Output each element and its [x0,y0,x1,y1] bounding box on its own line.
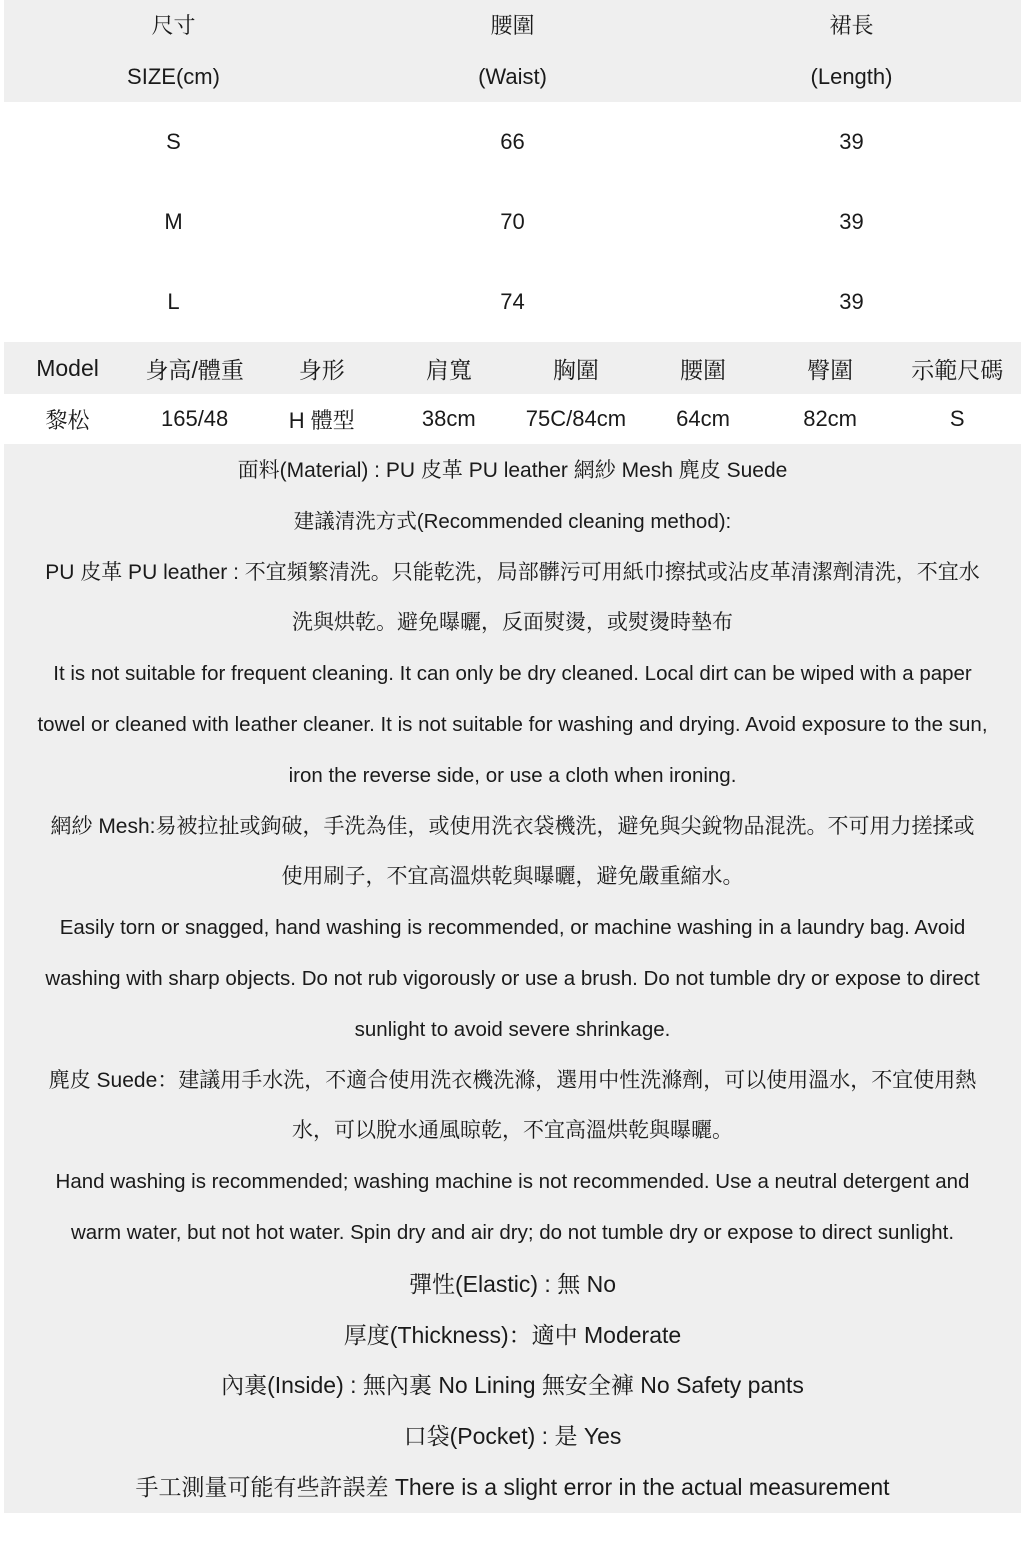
elastic-line: 彈性(Elastic) : 無 No [408,1270,617,1297]
care-heading: 建議清洗方式(Recommended cleaning method): [293,509,732,533]
material-line: 面料(Material) : PU 皮革 PU leather 網紗 Mesh 麂皮 Suede [237,459,788,482]
model-cell: 64cm [676,406,730,431]
model-header-cell: Model [36,354,99,381]
table-row [4,182,1021,262]
suede-care-zh-2: 水，可以脫水通風晾乾，不宜高溫烘乾與曝曬。 [292,1119,733,1143]
size-table-header [4,0,1021,102]
table-row [4,102,1021,182]
product-spec-sheet [4,0,1021,1513]
size-cell: S [166,129,181,154]
length-header-zh: 裙長 [829,13,874,38]
table-row [4,262,1021,342]
suede-care-zh-1: 麂皮 Suede：建議用手水洗，不適合使用洗衣機洗滌，選用中性洗滌劑，可以使用溫水，不宜使用熱 [48,1068,977,1092]
model-cell: 38cm [421,406,476,431]
length-cell: 39 [839,209,864,234]
pocket-line: 口袋(Pocket) : 是 Yes [403,1423,622,1450]
model-table-row [4,394,1021,444]
size-header-waist [343,0,682,102]
length-cell: 39 [839,289,864,314]
model-cell: 黎松 [45,407,90,433]
mesh-care-en-3: sunlight to avoid severe shrinkage. [354,1017,671,1041]
waist-cell: 70 [500,209,525,234]
model-header-cell: 肩寬 [425,356,472,383]
size-header-zh: 尺寸 [151,13,196,38]
suede-care-en-1: Hand washing is recommended; washing machine is not recommended. Use a neutral detergent and [55,1170,970,1194]
size-cell: M [164,209,183,234]
suede-care-en-2: warm water, but not hot water. Spin dry and air dry; do not tumble dry or expose to direct sunlight. [70,1220,955,1244]
size-header-length [682,0,1021,102]
size-table-body [4,102,1021,342]
model-cell: 82cm [803,406,857,431]
mesh-care-en-1: Easily torn or snagged, hand washing is recommended, or machine washing in a laundry bag. Avoid [59,916,966,940]
waist-cell: 74 [500,289,525,314]
model-header-cell: 臀圍 [807,356,854,383]
mesh-care-zh-1: 網紗 Mesh:易被拉扯或鉤破，手洗為佳，或使用洗衣袋機洗，避免與尖銳物品混洗。不可用力搓揉或 [50,814,975,838]
pu-care-zh-1: PU 皮革 PU leather : 不宜頻繁清洗。只能乾洗，局部髒污可用紙巾擦拭或沾皮革清潔劑清洗，不宜水 [45,560,980,584]
size-cell: L [167,289,180,314]
model-header-cell: 身形 [298,356,345,383]
model-cell: H 體型 [288,407,355,433]
model-header-cell: 胸圍 [552,356,599,383]
model-table-header [4,342,1021,394]
model-cell: 165/48 [160,406,229,431]
inside-line: 內裏(Inside) : 無內裏 No Lining 無安全褲 No Safety pants [221,1372,804,1399]
pu-care-en-1: It is not suitable for frequent cleaning. It can only be dry cleaned. Local dirt can be wiped with a paper [53,662,972,686]
material-care-info [4,444,1021,1513]
length-header-en: (Length) [810,64,893,89]
model-header-cell: 腰圍 [680,356,727,383]
model-header-cell: 示範尺碼 [911,356,1004,383]
size-header-en: SIZE(cm) [127,64,220,89]
waist-header-zh: 腰圍 [490,13,535,38]
mesh-care-zh-2: 使用刷子，不宜高溫烘乾與曝曬，避免嚴重縮水。 [281,865,744,889]
waist-header-en: (Waist) [478,64,547,89]
waist-cell: 66 [500,129,525,154]
measurement-note: 手工測量可能有些許誤差 There is a slight error in the actual measurement [135,1473,890,1500]
mesh-care-en-2: washing with sharp objects. Do not rub vigorously or use a brush. Do not tumble dry or expose to direct [45,966,980,990]
thickness-line: 厚度(Thickness)：適中 Moderate [343,1321,682,1348]
model-cell: 75C/84cm [525,406,627,431]
size-header-size [4,0,343,102]
pu-care-en-2: towel or cleaned with leather cleaner. It is not suitable for washing and drying. Avoid exposure to the sun, [37,712,988,736]
model-cell: S [949,406,965,431]
pu-care-en-3: iron the reverse side, or use a cloth when ironing. [288,763,737,787]
pu-care-zh-2: 洗與烘乾。避免曝曬，反面熨燙，或熨燙時墊布 [292,611,733,635]
length-cell: 39 [839,129,864,154]
model-header-cell: 身高/體重 [145,356,244,383]
